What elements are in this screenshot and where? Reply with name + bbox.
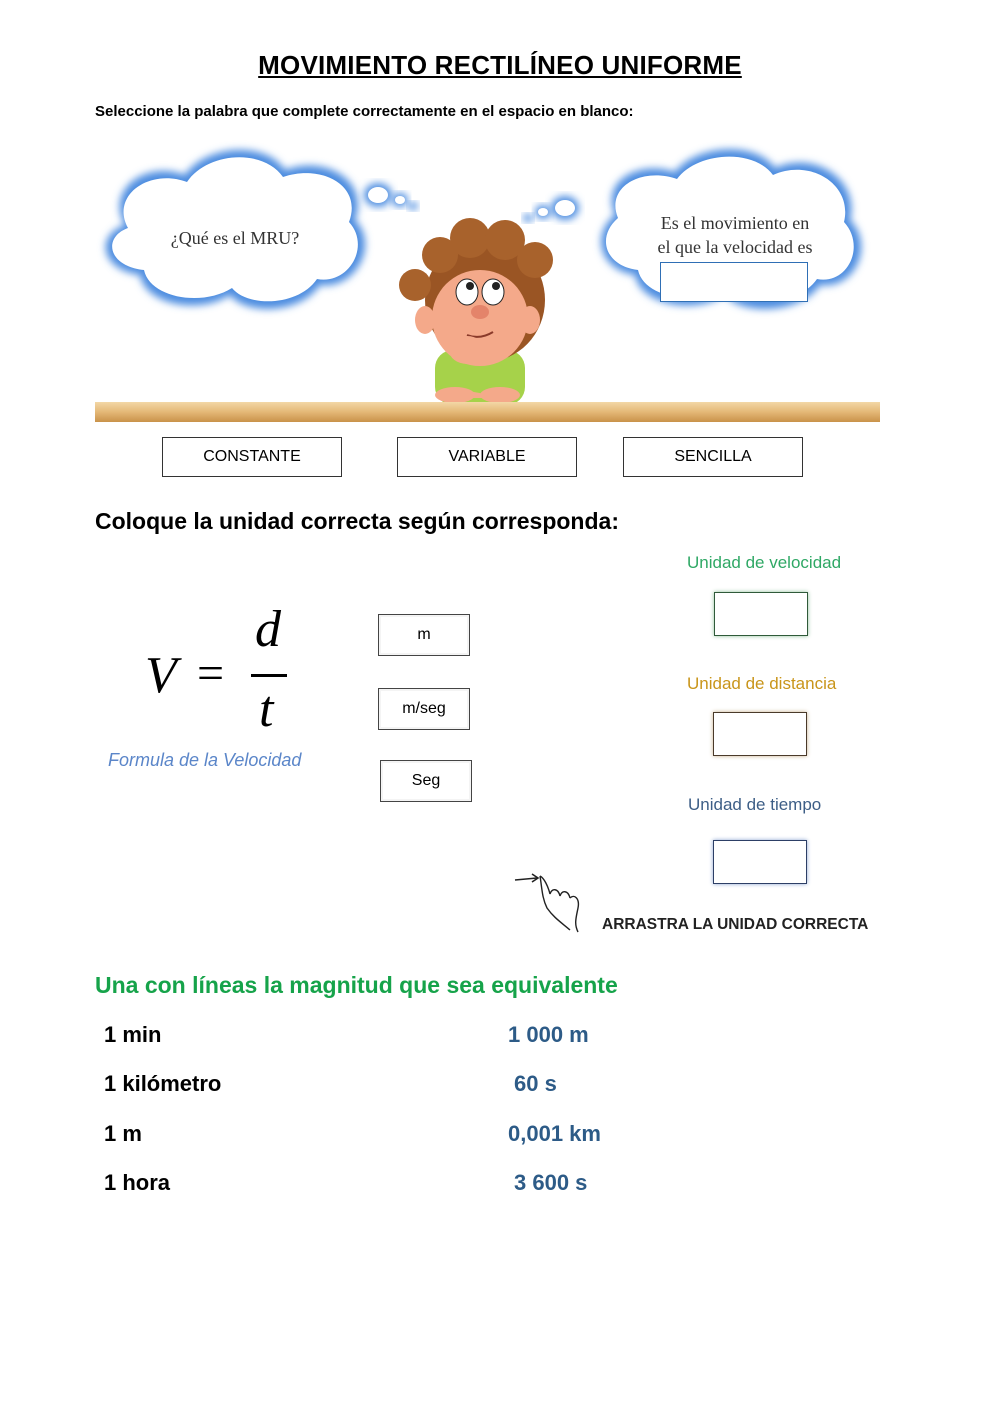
velocity-formula [145,600,305,750]
match-right-1[interactable]: 1 000 m [508,1022,589,1047]
label-unit-time: Unidad de tiempo [688,795,822,814]
drag-hint-text: ARRASTRA LA UNIDAD CORRECTA [602,916,869,933]
match-left-4[interactable]: 1 hora [104,1170,171,1195]
formula-equals: = [197,647,225,700]
match-left-3[interactable]: 1 m [104,1121,142,1146]
bubble-right-line1: Es el movimiento en [660,213,810,233]
label-unit-velocity: Unidad de velocidad [687,553,842,572]
drag-unit-seg[interactable]: Seg [380,760,472,802]
drop-unit-velocity[interactable] [714,592,808,636]
drop-unit-distance[interactable] [713,712,807,756]
option-variable[interactable]: VARIABLE [397,437,577,477]
match-right-2[interactable]: 60 s [514,1071,557,1096]
formula-v: V [145,647,177,704]
drag-unit-m[interactable]: m [378,614,470,656]
match-right-3[interactable]: 0,001 km [508,1121,601,1146]
match-left-2[interactable]: 1 kilómetro [104,1071,222,1096]
option-constante[interactable]: CONSTANTE [162,437,342,477]
drop-unit-time[interactable] [713,840,807,884]
page-title: MOVIMIENTO RECTILÍNEO UNIFORME [258,50,742,80]
heading-units: Coloque la unidad correcta según corresponda: [95,508,619,534]
match-right-4[interactable]: 3 600 s [514,1170,588,1195]
bubble-left-text: ¿Qué es el MRU? [170,228,300,248]
fraction-bar [251,674,287,677]
option-sencilla[interactable]: SENCILLA [623,437,803,477]
instruction-select-word: Seleccione la palabra que complete correctamente en el espacio en blanco: [95,103,634,120]
formula-denominator: t [259,681,274,738]
bubble-right-line2: el que la velocidad es [657,237,813,257]
thinking-boy [399,218,553,405]
formula-caption: Formula de la Velocidad [108,750,302,770]
formula-numerator: d [255,601,281,658]
label-unit-distance: Unidad de distancia [687,674,837,693]
drag-unit-m-seg[interactable]: m/seg [378,688,470,730]
drag-hand-icon [512,868,592,943]
answer-blank[interactable] [660,262,808,302]
table-edge [95,402,880,422]
heading-match: Una con líneas la magnitud que sea equivalente [95,972,618,998]
match-left-1[interactable]: 1 min [104,1022,162,1047]
